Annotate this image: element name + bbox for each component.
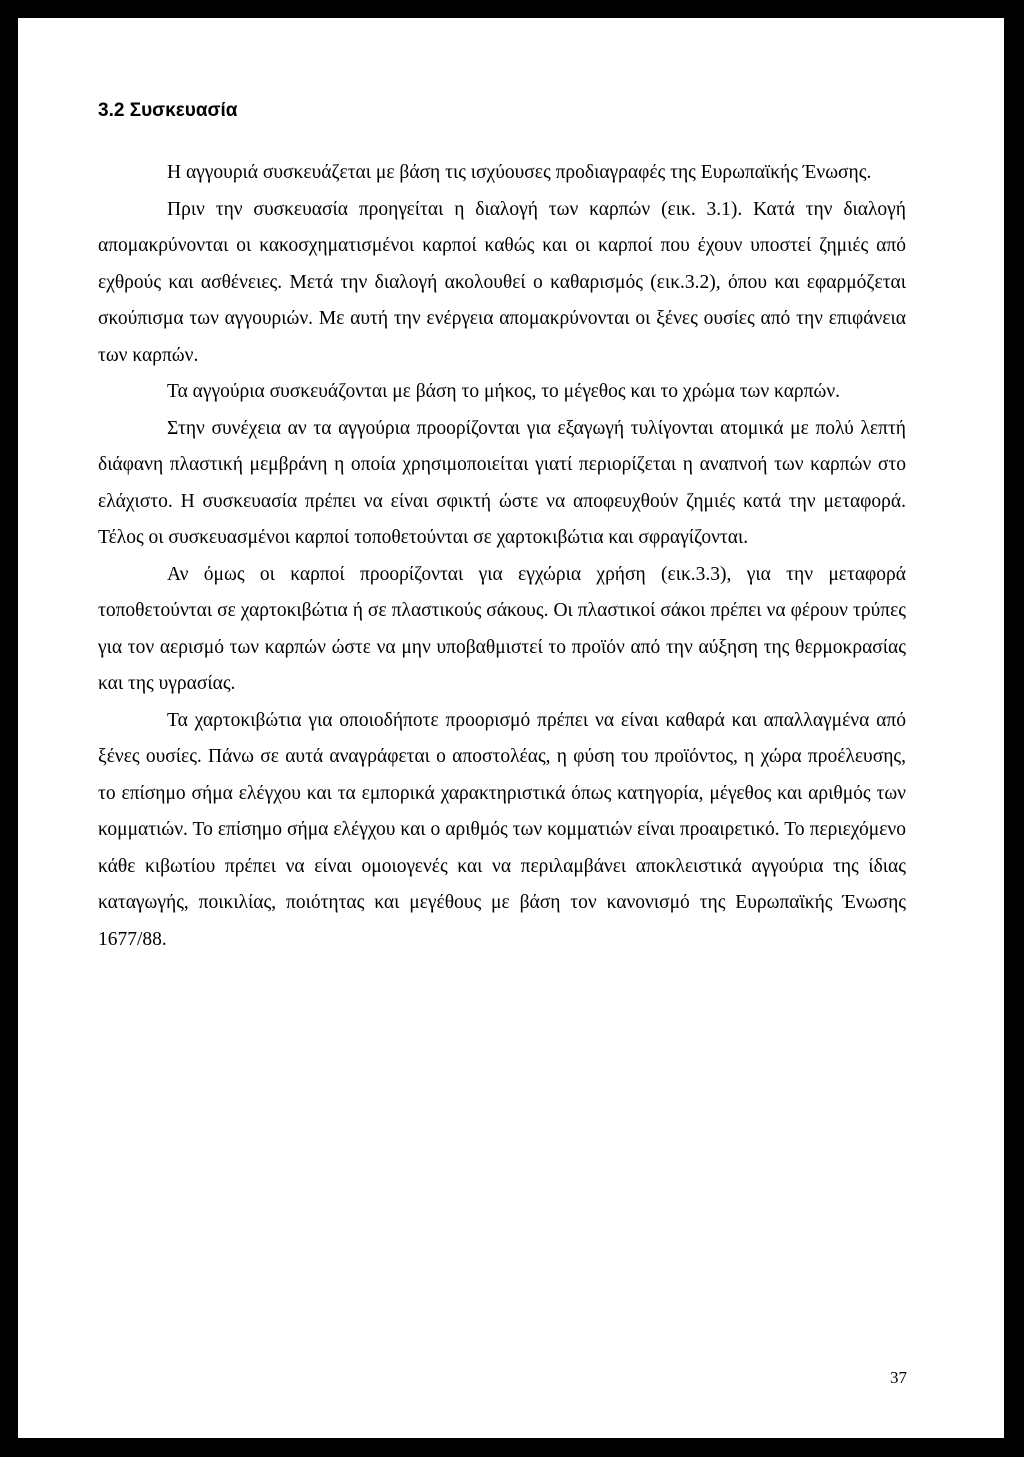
paragraph: Η αγγουριά συσκευάζεται με βάση τις ισχύουσες προδιαγραφές της Ευρωπαϊκής Ένωσης. xyxy=(167,162,872,183)
paragraph: Στην συνέχεια αν τα αγγούρια προορίζονται για εξαγωγή τυλίγονται ατομικά με πολύ λεπτή διάφανη πλαστική μεμβράνη η οποία χρησιμοποιείται γιατί περιορίζεται η αναπνοή των καρπών στο ελάχιστο. Η συσκευασία πρέπει να είναι σφικτή ώστε να αποφευχθούν ζημιές κατά την μεταφορά. Τέλος οι συσκευασμένοι καρποί τοποθετούνται σε χαρτοκιβώτια και σφραγίζονται. xyxy=(98,417,906,548)
section-title: 3.2 Συσκευασία xyxy=(98,100,238,121)
document-page xyxy=(18,18,1004,1438)
paragraph: Τα χαρτοκιβώτια για οποιοδήποτε προορισμό πρέπει να είναι καθαρά και απαλλαγμένα από ξένες ουσίες. Πάνω σε αυτά αναγράφεται ο αποστολέας, η φύση του προϊόντος, η χώρα προέλευσης, το επίσημο σήμα ελέγχου και τα εμπορικά χαρακτηριστικά όπως κατηγορία, μέγεθος και αριθμός των κομματιών. Το επίσημο σήμα ελέγχου και ο αριθμός των κομματιών είναι προαιρετικό. Το περιεχόμενο κάθε κιβωτίου πρέπει να είναι ομοιογενές και να περιλαμβάνει αποκλειστικά αγγούρια της ίδιας καταγωγής, ποικιλίας, ποιότητας και μεγέθους με βάση τον κανονισμό της Ευρωπαϊκής Ένωσης 1677/88. xyxy=(98,709,906,950)
paragraph: Πριν την συσκευασία προηγείται η διαλογή των καρπών (εικ. 3.1). Κατά την διαλογή απομακρύνονται οι κακοσχηματισμένοι καρποί καθώς και οι καρποί που έχουν υποστεί ζημιές από εχθρούς και ασθένειες. Μετά την διαλογή ακολουθεί ο καθαρισμός (εικ.3.2), όπου και εφαρμόζεται σκούπισμα των αγγουριών. Με αυτή την ενέργεια απομακρύνονται οι ξένες ουσίες από την επιφάνεια των καρπών. xyxy=(98,198,906,366)
paragraph: Αν όμως οι καρποί προορίζονται για εγχώρια χρήση (εικ.3.3), για την μεταφορά τοποθετούνται σε χαρτοκιβώτια ή σε πλαστικούς σάκους. Οι πλαστικοί σάκοι πρέπει να φέρουν τρύπες για τον αερισμό των καρπών ώστε να μην υποβαθμιστεί το προϊόν από την αύξηση της θερμοκρασίας και της υγρασίας. xyxy=(98,563,906,694)
page-number: 37 xyxy=(890,1368,907,1387)
body-text xyxy=(98,155,906,958)
paragraph: Τα αγγούρια συσκευάζονται με βάση το μήκος, το μέγεθος και το χρώμα των καρπών. xyxy=(167,381,841,402)
